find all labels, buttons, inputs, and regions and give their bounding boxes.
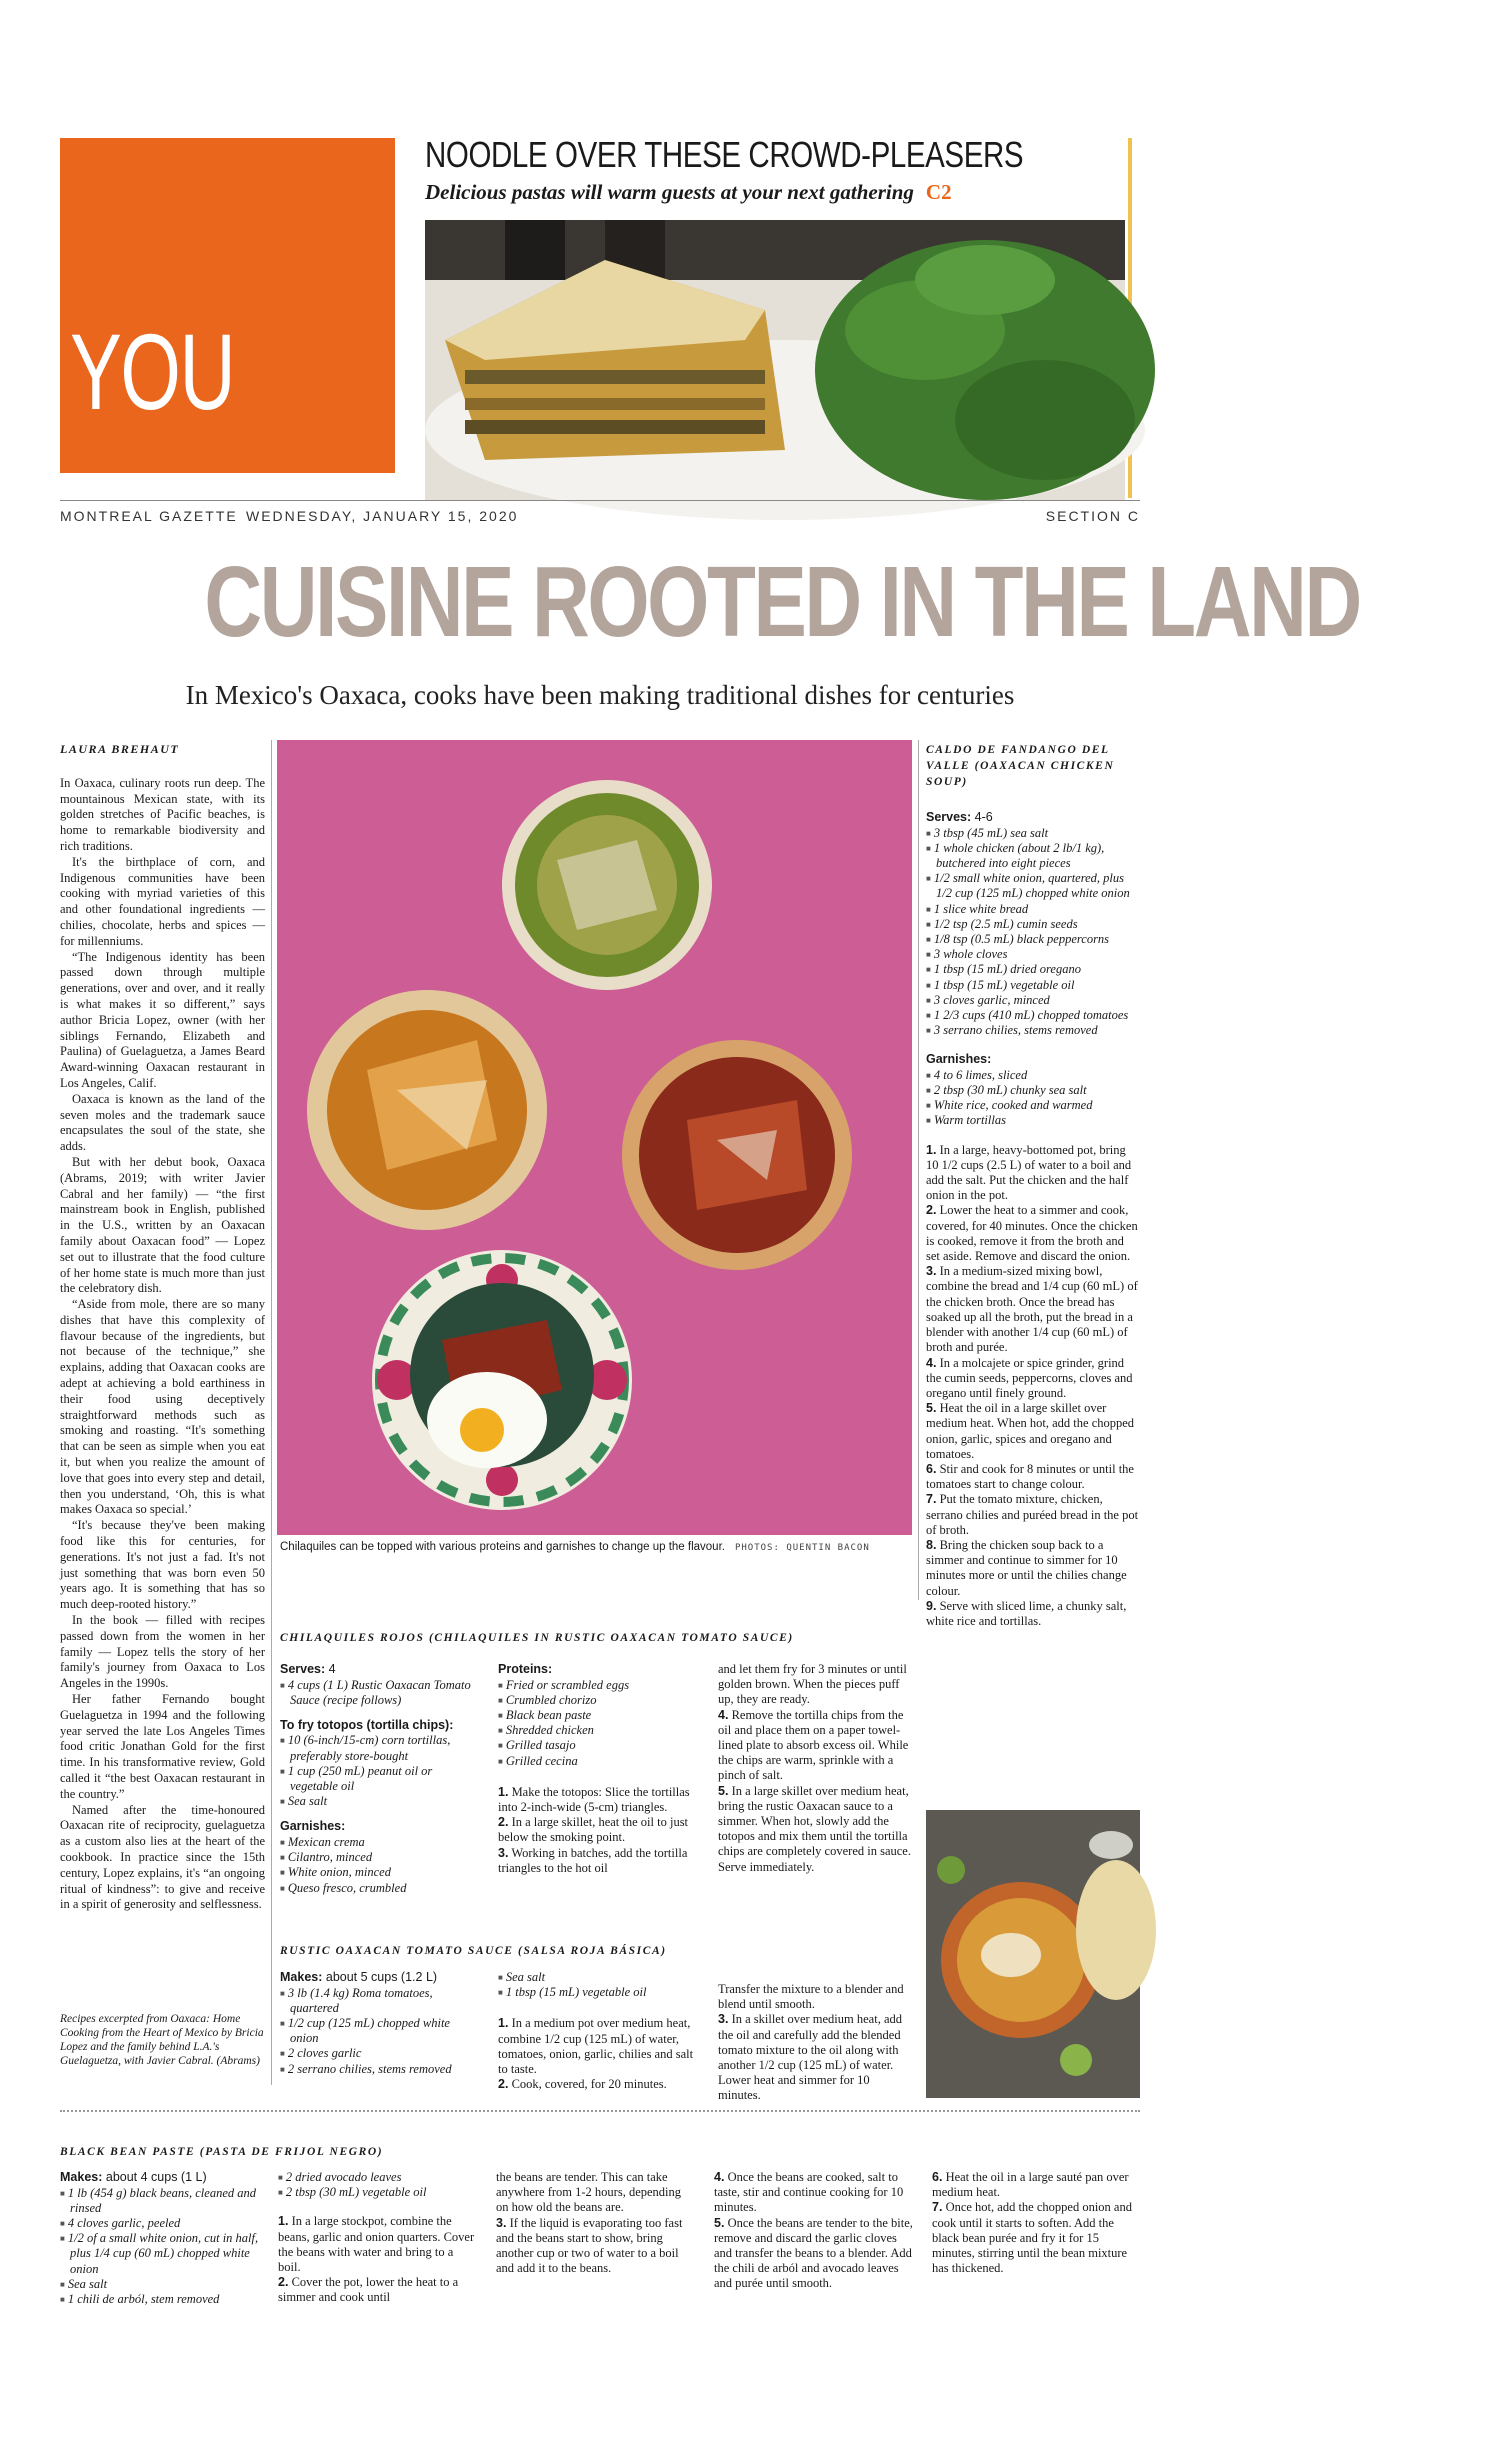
- step-number: 1.: [278, 2214, 289, 2229]
- makes-value: about 5 cups (1.2 L): [325, 1970, 438, 1984]
- page-headline-text: CUISINE ROOTED IN THE LAND: [204, 546, 1360, 658]
- step-number: 2.: [498, 1815, 509, 1830]
- ingredient: ■ 1/2 tsp (2.5 mL) cumin seeds: [926, 917, 1140, 932]
- step-text: Stir and cook for 8 minutes or until the tomatoes start to change colour.: [926, 1461, 1134, 1492]
- step-number: 1.: [926, 1142, 937, 1157]
- step-number: 5.: [926, 1401, 937, 1416]
- bean-steps-continued: [496, 2170, 696, 2276]
- recipe-step: [932, 2200, 1140, 2276]
- step-text: Heat the oil in a large skillet over medium heat. When hot, add the chopped onion, garlic, spices and oregano and tomatoes.: [926, 1401, 1135, 1461]
- step-text: In a molcajete or spice grinder, grind the cumin seeds, peppercorns, cloves and oregano until finely ground.: [926, 1355, 1133, 1400]
- recipe-step: [718, 1708, 914, 1784]
- story-paragraph: In the book — filled with recipes passed down from the women in her family — Lopez tells the story of her family's journey from Oaxaca to Los Angeles in the 1990s.: [60, 1613, 265, 1691]
- garnish-label-text: Garnishes:: [280, 1819, 346, 1834]
- proteins-label-text: Proteins:: [498, 1662, 553, 1676]
- excerpt-note: Recipes excerpted from Oaxaca: Home Cooking from the Heart of Mexico by Bricia Lopez and the family behind L.A.'s Guelaguetza, with Javier Cabral. (Abrams): [60, 2013, 264, 2067]
- garnish-label: [280, 1819, 480, 1835]
- step-number: 4.: [718, 1707, 729, 1722]
- makes-label: Makes:: [280, 1970, 323, 1984]
- garnish: ■ Warm tortillas: [926, 1113, 1140, 1128]
- ingredient: ■ 1/2 small white onion, quartered, plus 1/2 cup (125 mL) chopped white onion: [926, 871, 1140, 901]
- section-divider: [60, 2110, 1140, 2112]
- column-rule: [918, 740, 919, 1600]
- step-number: 4.: [714, 2170, 725, 2184]
- recipe-step: [718, 2012, 914, 2103]
- recipe-step: [498, 2016, 698, 2077]
- recipe-step: [498, 1815, 698, 1845]
- photo-credit: PHOTOS: QUENTIN BACON: [734, 1543, 870, 1553]
- protein: ■ Crumbled chorizo: [498, 1693, 698, 1708]
- step-text: Once the beans are tender to the bite, remove and discard the garlic cloves and transfer the beans to a blender. Add the chili de arból and avocado leaves and purée until smooth.: [714, 2215, 913, 2291]
- ingredient: ■ 1/2 of a small white onion, cut in half, plus 1/4 cup (60 mL) chopped white onion: [60, 2231, 260, 2277]
- recipe-step: [498, 1846, 698, 1876]
- ingredient: ■ 3 lb (1.4 kg) Roma tomatoes, quartered: [280, 1986, 480, 2016]
- chilaquiles-title: CHILAQUILES ROJOS (CHILAQUILES IN RUSTIC OAXACAN TOMATO SAUCE): [280, 1632, 794, 1644]
- recipe-step: [926, 1264, 1140, 1355]
- ingredient: ■ 1/2 cup (125 mL) chopped white onion: [280, 2016, 480, 2046]
- recipe-step: [926, 1356, 1140, 1402]
- bean-title: BLACK BEAN PASTE (PASTA DE FRIJOL NEGRO): [60, 2146, 384, 2158]
- bean-makes: [60, 2170, 260, 2186]
- step-text: If the liquid is evaporating too fast and the beans start to show, bring another cup or two of water to a boil and add it to the beans.: [496, 2215, 683, 2276]
- ingredient: ■ 3 whole cloves: [926, 947, 1140, 962]
- step-number: 3.: [498, 1845, 509, 1860]
- garnish: ■ Mexican crema: [280, 1835, 480, 1850]
- story-paragraph: “The Indigenous identity has been passed down through multiple generations, over and over, and it really is what makes it so different,” says author Bricia Lopez, owner (with her siblings Fernando, Elizabeth and Paulina) of Guelaguetza, a James Beard Award-winning Oaxacan restaurant in Los Angeles, Calif.: [60, 949, 265, 1090]
- step-text: In a skillet over medium heat, add the oil and carefully add the blended tomato mixture to the oil along with another 1/2 cup (125 mL) of water. Lower heat and simmer for 10 minutes.: [718, 2012, 902, 2103]
- salsa-steps-continued: [718, 1970, 914, 2104]
- makes-label: Makes:: [60, 2170, 103, 2184]
- salsa-title: RUSTIC OAXACAN TOMATO SAUCE (SALSA ROJA BÁSICA): [280, 1945, 667, 1957]
- ingredient: ■ 1 whole chicken (about 2 lb/1 kg), butchered into eight pieces: [926, 841, 1140, 871]
- step-number: 9.: [926, 1598, 937, 1613]
- folio-paper: MONTREAL GAZETTE: [60, 508, 238, 524]
- garnish: ■ 4 to 6 limes, sliced: [926, 1068, 1140, 1083]
- ingredient: ■ 1 cup (250 mL) peanut oil or vegetable oil: [280, 1764, 480, 1794]
- chicken-soup-illustration: [926, 1810, 1140, 2098]
- page-headline: [60, 546, 1360, 658]
- protein: ■ Black bean paste: [498, 1708, 698, 1723]
- recipe-step: [926, 1538, 1140, 1599]
- step-text: Lower the heat to a simmer and cook, covered, for 40 minutes. Once the chicken is cooked, remove it from the broth and set aside. Remove and discard the onion.: [926, 1203, 1138, 1264]
- step-number: 2.: [278, 2275, 289, 2290]
- teaser-headline: NOODLE OVER THESE CROWD-PLEASERS: [425, 134, 1024, 175]
- caldo-recipe: [926, 742, 1140, 1629]
- garnish: ■ Cilantro, minced: [280, 1850, 480, 1865]
- ingredient: ■ 2 cloves garlic: [280, 2046, 480, 2061]
- step-text: Heat the oil in a large sauté pan over medium heat.: [932, 2170, 1129, 2200]
- step-text: In a large stockpot, combine the beans, garlic and onion quarters. Cover the beans with water and bring to a boil.: [278, 2214, 475, 2275]
- step-number: 6.: [926, 1461, 937, 1476]
- serves-value: 4: [328, 1662, 336, 1676]
- ingredient: ■ 10 (6-inch/15-cm) corn tortillas, preferably store-bought: [280, 1733, 480, 1763]
- chilaquiles-serves: [280, 1662, 480, 1678]
- story-paragraph: It's the birthplace of corn, and Indigenous communities have been cooking with myriad varieties of this and other foundational ingredients — chilies, chocolate, herbs and spices — for millenniums.: [60, 854, 265, 948]
- teaser-page-ref: C2: [925, 180, 952, 204]
- ingredient: ■ 1 slice white bread: [926, 902, 1140, 917]
- step-number: 6.: [932, 2170, 943, 2184]
- ingredient: ■ Sea salt: [280, 1794, 480, 1809]
- step-number: 2.: [926, 1203, 937, 1218]
- chicken-soup-photo: [926, 1810, 1140, 2098]
- recipe-step: [926, 1143, 1140, 1204]
- ingredient: ■ 2 tbsp (30 mL) vegetable oil: [278, 2185, 478, 2200]
- step-number: 1.: [498, 1784, 509, 1799]
- chilaquiles-photo: [277, 740, 912, 1535]
- ingredient: ■ 3 serrano chilies, stems removed: [926, 1023, 1140, 1038]
- photo-caption: [280, 1541, 912, 1553]
- story-paragraph: But with her debut book, Oaxaca (Abrams, 2019; with writer Javier Cabral and her family) — “the first mainstream book in English, published in the U.S., written by an Oaxacan family about Oaxacan food” — Lopez set out to illustrate that the food culture of her home state is much more than just the celebratory dish.: [60, 1154, 265, 1296]
- salsa-ingredients: [280, 1970, 480, 2077]
- chilaquiles-steps-continued: [718, 1662, 914, 1875]
- ingredient: ■ Sea salt: [498, 1970, 698, 1985]
- ingredient: ■ 2 dried avocado leaves: [278, 2170, 478, 2185]
- serves-label: Serves:: [280, 1662, 326, 1676]
- step-text: Cook, covered, for 20 minutes.: [511, 2077, 667, 2092]
- ingredient: ■ Sea salt: [60, 2277, 260, 2292]
- caldo-serves-value: 4-6: [974, 810, 993, 824]
- step-number: 1.: [498, 2016, 509, 2031]
- protein: ■ Fried or scrambled eggs: [498, 1678, 698, 1693]
- step-number: 5.: [718, 1783, 729, 1798]
- recipe-step: [714, 2170, 914, 2216]
- step-text: Remove the tortilla chips from the oil and place them on a paper towel-lined plate to absorb excess oil. While the chips are warm, sprinkle with a pinch of salt.: [718, 1707, 909, 1783]
- recipe-step: [718, 1784, 914, 1875]
- step-text: Working in batches, add the tortilla triangles to the hot oil: [498, 1845, 688, 1875]
- ingredient: ■ 4 cloves garlic, peeled: [60, 2216, 260, 2231]
- ingredient: ■ 3 cloves garlic, minced: [926, 993, 1140, 1008]
- ingredient: ■ 1 tbsp (15 mL) dried oregano: [926, 962, 1140, 977]
- step-continuation: Transfer the mixture to a blender and blend until smooth.: [718, 1982, 904, 2012]
- step-text: Make the totopos: Slice the tortillas into 2-inch-wide (5-cm) triangles.: [498, 1784, 690, 1814]
- story-column: [60, 742, 265, 1913]
- column-rule: [271, 740, 272, 2085]
- step-text: Put the tomato mixture, chicken, serrano chilies and puréed bread in the pot of broth.: [926, 1492, 1139, 1537]
- step-number: 4.: [926, 1355, 937, 1370]
- step-number: 3.: [718, 2012, 729, 2027]
- story-paragraph: In Oaxaca, culinary roots run deep. The mountainous Mexican state, with its golden stretches of Pacific beaches, is home to remarkable biodiversity and rich traditions.: [60, 775, 265, 853]
- step-text: In a large skillet, heat the oil to just below the smoking point.: [498, 1815, 689, 1845]
- protein: ■ Shredded chicken: [498, 1723, 698, 1738]
- story-paragraph: Oaxaca is known as the land of the seven moles and the trademark sauce encapsulates the soul of the state, she adds.: [60, 1091, 265, 1154]
- step-number: 7.: [926, 1492, 937, 1507]
- story-paragraph: Named after the time-honoured Oaxacan rite of reciprocity, guelaguetza as a custom also lies at the heart of the cookbook. In practice since the 15th century, Lopez explains, it's “an ongoing ritual of kindness”: to give and receive in a spirit of generosity and selflessness.: [60, 1802, 265, 1912]
- recipe-step: [498, 1785, 698, 1815]
- story-paragraph: Her father Fernando bought Guelaguetza in 1994 and the following year served the late Los Angeles Times food critic Jonathan Gold for the first time. In his transformative review, Gold called it “the best Oaxacan restaurant in the country.”: [60, 1692, 265, 1801]
- teaser-subhead-text: Delicious pastas will warm guests at your next gathering: [425, 180, 914, 204]
- step-continuation: and let them fry for 3 minutes or until golden brown. When the pieces puff up, they are ready.: [718, 1662, 907, 1707]
- step-continuation: the beans are tender. This can take anywhere from 1-2 hours, depending on how old the beans are.: [496, 2170, 682, 2215]
- recipe-step: [714, 2216, 914, 2292]
- page-dek: In Mexico's Oaxaca, cooks have been making traditional dishes for centuries: [185, 680, 1015, 710]
- folio-section: SECTION C: [1045, 508, 1140, 524]
- step-number: 5.: [714, 2215, 725, 2230]
- makes-value: about 4 cups (1 L): [105, 2170, 207, 2184]
- step-number: 3.: [926, 1264, 937, 1279]
- caldo-serves-label: Serves:: [926, 810, 972, 824]
- totopos-label-text: To fry totopos (tortilla chips):: [280, 1717, 454, 1732]
- step-text: In a medium-sized mixing bowl, combine the bread and 1/4 cup (60 mL) of the chicken broth. Once the bread has soaked up all the broth, put the bread in a blender with another 1/4 cup (60 mL) of broth and purée.: [926, 1264, 1138, 1355]
- step-number: 8.: [926, 1537, 937, 1552]
- ingredient: ■ 4 cups (1 L) Rustic Oaxacan Tomato Sauce (recipe follows): [280, 1678, 480, 1708]
- recipe-step: [926, 1462, 1140, 1492]
- ingredient: ■ 1 2/3 cups (410 mL) chopped tomatoes: [926, 1008, 1140, 1023]
- ingredient: ■ 1/8 tsp (0.5 mL) black peppercorns: [926, 932, 1140, 947]
- recipe-step: [926, 1492, 1140, 1538]
- folio-rule: [60, 500, 1140, 501]
- chilaquiles-proteins-steps: [498, 1662, 698, 1876]
- step-text: Cover the pot, lower the heat to a simmer and cook until: [278, 2275, 459, 2305]
- story-paragraph: “It's because they've been making food like this for centuries, for generations. It's not just a fad. It's not just something that was born even 50 years ago. It is something that has so much deep-rooted history.”: [60, 1518, 265, 1612]
- ingredient: ■ 2 serrano chilies, stems removed: [280, 2062, 480, 2077]
- salsa-makes: [280, 1970, 480, 1986]
- ingredient: ■ 3 tbsp (45 mL) sea salt: [926, 826, 1140, 841]
- section-flag-label: YOU: [70, 311, 235, 432]
- ingredient: ■ 1 tbsp (15 mL) vegetable oil: [926, 978, 1140, 993]
- caldo-garnish-label: [926, 1052, 1140, 1068]
- garnish: ■ White onion, minced: [280, 1865, 480, 1880]
- bean-ingredients-steps: [278, 2170, 478, 2306]
- recipe-step: [926, 1401, 1140, 1462]
- step-text: Once hot, add the chopped onion and cook until it starts to soften. Add the black bean purée and fry it for 15 minutes, stirring until the bean mixture has thickened.: [932, 2200, 1132, 2276]
- lasagna-photo: [425, 220, 1125, 500]
- caldo-garnish-label-text: Garnishes:: [926, 1052, 992, 1067]
- caldo-serves: [926, 810, 1140, 826]
- byline: LAURA BREHAUT: [60, 742, 180, 756]
- ingredient: ■ 1 chili de arból, stem removed: [60, 2292, 260, 2307]
- totopos-label: [280, 1718, 480, 1734]
- step-number: 3.: [496, 2215, 507, 2230]
- bean-steps-6-7: [932, 2170, 1140, 2276]
- caldo-title: CALDO DE FANDANGO DEL VALLE (OAXACAN CHICKEN SOUP): [926, 744, 1115, 788]
- recipe-step: [932, 2170, 1140, 2200]
- folio-date: WEDNESDAY, JANUARY 15, 2020: [246, 508, 519, 524]
- salsa-steps: [498, 1970, 698, 2092]
- step-number: 7.: [932, 2200, 943, 2215]
- bean-steps-4-5: [714, 2170, 914, 2292]
- lasagna-illustration: [425, 220, 1125, 500]
- protein: ■ Grilled cecina: [498, 1754, 698, 1769]
- garnish: ■ 2 tbsp (30 mL) chunky sea salt: [926, 1083, 1140, 1098]
- recipe-step: [496, 2216, 696, 2277]
- proteins-label: [498, 1662, 698, 1678]
- story-paragraph: “Aside from mole, there are so many dishes that have this complexity of flavour because of the ingredients, but not because of the technique,” she explains, adding that Oaxacan cooks are adept at achieving a bold earthiness in their food using deceptively straightforward methods such as smoking and roasting. “It's something that can be seen as simple when you eat it, but when you realize the amount of love that goes into every step and detail, then you understand, ‘Oh, this is what makes Oaxaca so special.’: [60, 1297, 265, 1517]
- teaser-subhead: [425, 180, 952, 205]
- step-text: In a large, heavy-bottomed pot, bring 10 1/2 cups (2.5 L) of water to a boil and add the salt. Put the chicken and the half onion in the pot.: [926, 1142, 1132, 1203]
- recipe-step: [926, 1599, 1140, 1629]
- protein: ■ Grilled tasajo: [498, 1738, 698, 1753]
- recipe-step: [278, 2275, 478, 2305]
- chilaquiles-ingredients: [280, 1662, 480, 1896]
- garnish: ■ White rice, cooked and warmed: [926, 1098, 1140, 1113]
- recipe-step: [926, 1203, 1140, 1264]
- step-text: Serve with sliced lime, a chunky salt, white rice and tortillas.: [926, 1598, 1127, 1628]
- recipe-step: [278, 2214, 478, 2275]
- bean-ingredients: [60, 2170, 260, 2307]
- chilaquiles-illustration: [277, 740, 912, 1535]
- recipe-step: [498, 2077, 698, 2092]
- step-number: 2.: [498, 2077, 509, 2092]
- ingredient: ■ 1 tbsp (15 mL) vegetable oil: [498, 1985, 698, 2000]
- ingredient: ■ 1 lb (454 g) black beans, cleaned and rinsed: [60, 2186, 260, 2216]
- step-text: Bring the chicken soup back to a simmer and continue to simmer for 10 minutes more or until the chilies change colour.: [926, 1537, 1127, 1598]
- photo-caption-text: Chilaquiles can be topped with various proteins and garnishes to change up the flavour.: [280, 1541, 725, 1553]
- step-text: In a medium pot over medium heat, combine 1/2 cup (125 mL) of water, tomatoes, onion, garlic, chilies and salt to taste.: [498, 2016, 694, 2077]
- step-text: In a large skillet over medium heat, bring the rustic Oaxacan sauce to a simmer. When hot, slowly add the totopos and mix them until the tortilla chips are completely covered in sauce. Serve immediately.: [718, 1783, 911, 1874]
- step-text: Once the beans are cooked, salt to taste, stir and continue cooking for 10 minutes.: [714, 2170, 904, 2215]
- garnish: ■ Queso fresco, crumbled: [280, 1881, 480, 1896]
